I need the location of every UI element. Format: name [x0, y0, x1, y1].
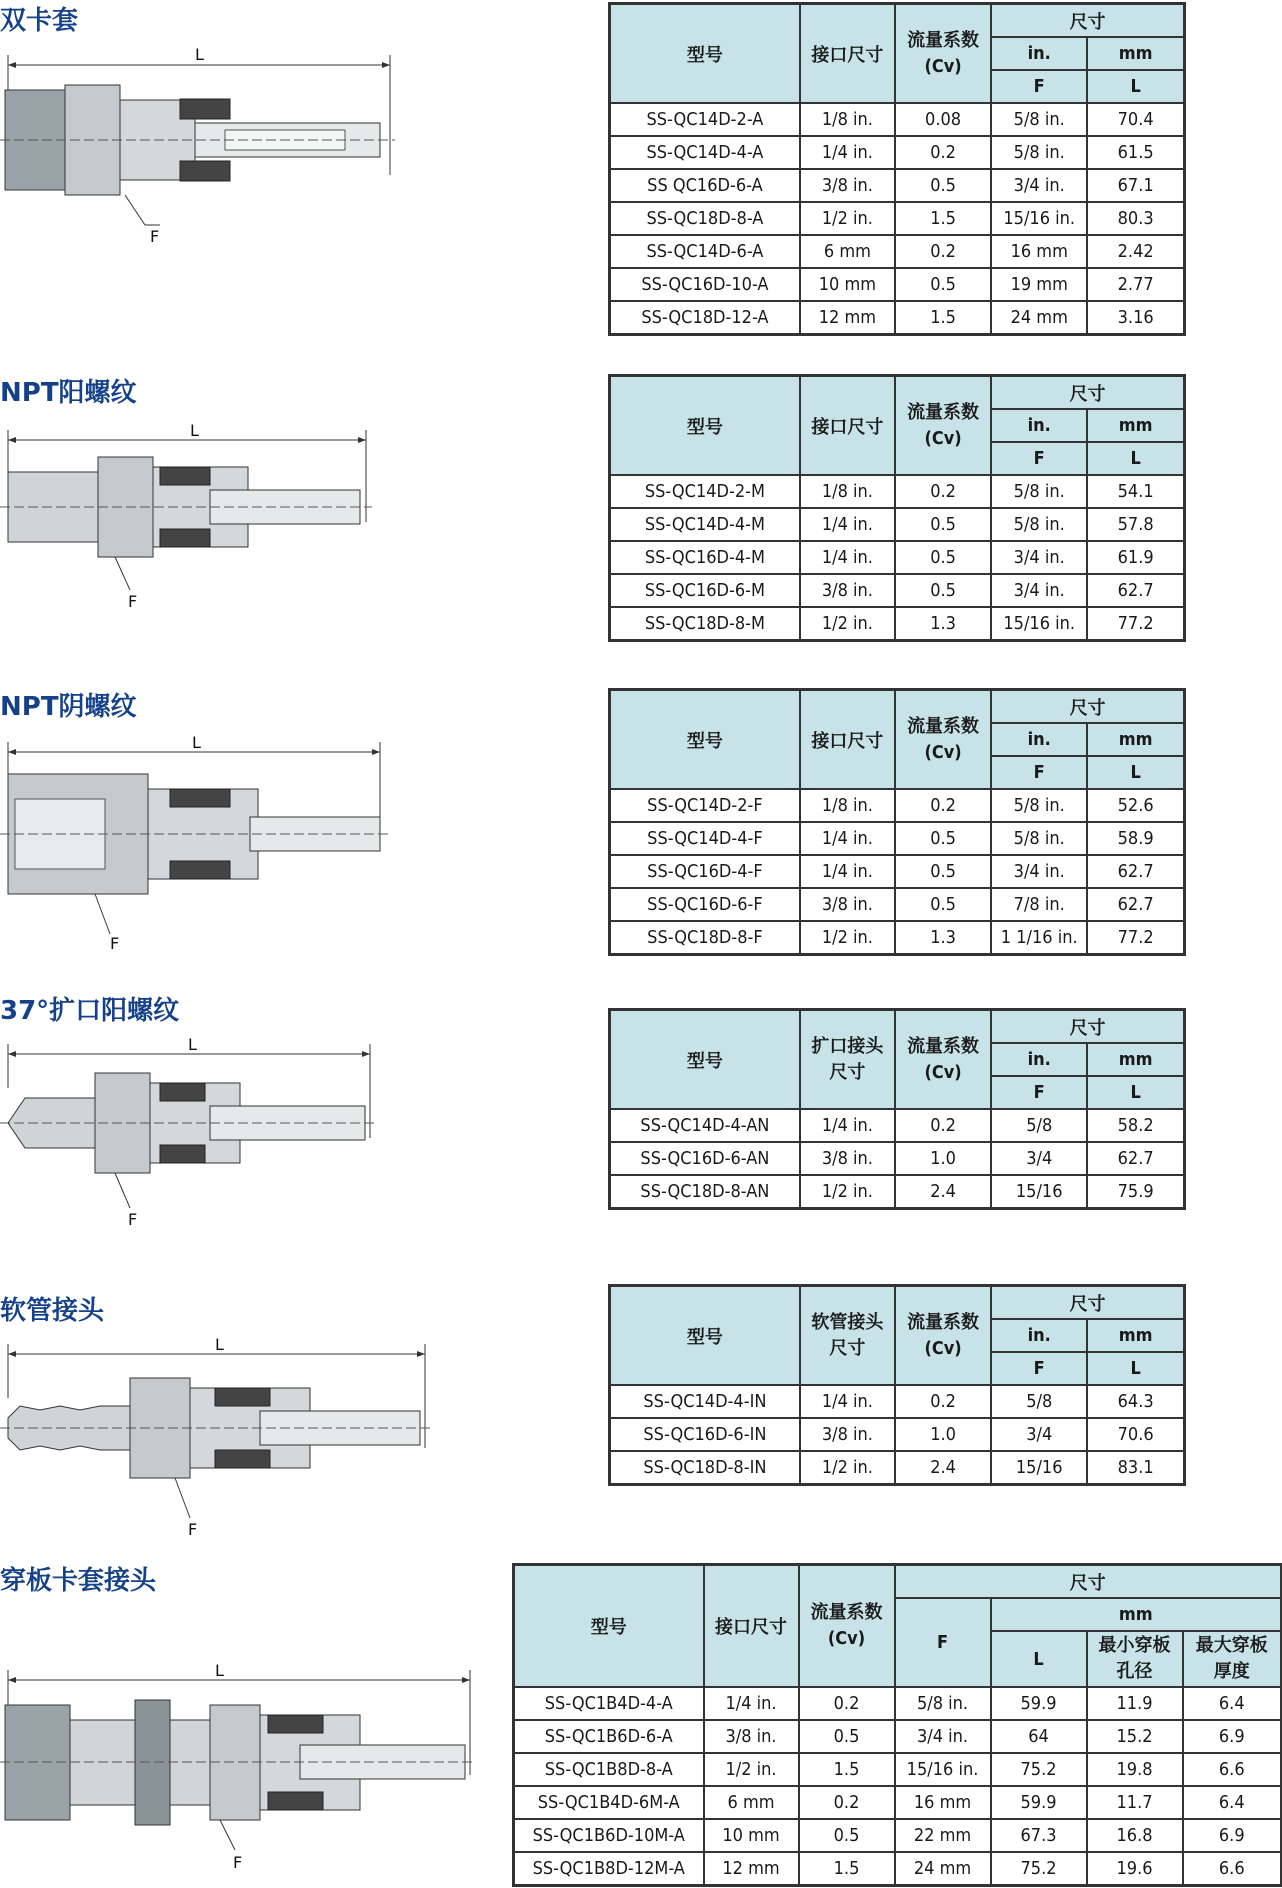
- col-header-mm: mm: [1087, 1319, 1184, 1352]
- table-cell: 5/8: [991, 1109, 1087, 1142]
- table-cell: 0.2: [799, 1687, 895, 1720]
- table-cell: SS-QC14D-2-A: [610, 103, 800, 136]
- max-thickness-line2: 厚度: [1213, 1661, 1250, 1682]
- cv-label: 流量系数: [907, 1311, 980, 1333]
- table-cell: SS-QC14D-6-A: [610, 235, 800, 268]
- col-header-in: in.: [991, 1043, 1087, 1076]
- table-cell: 1/4 in.: [800, 1385, 895, 1418]
- fitting-drawing: [0, 35, 400, 250]
- table-cell: 0.5: [895, 169, 991, 202]
- table-cell: SS-QC14D-4-M: [610, 508, 800, 541]
- table-cell: 64: [991, 1720, 1087, 1753]
- table-cell: 1.5: [799, 1753, 895, 1786]
- table-cell: 64.3: [1087, 1385, 1184, 1418]
- max-thickness-line1: 最大穿板: [1195, 1635, 1268, 1656]
- table-cell: 1/8 in.: [800, 103, 895, 136]
- table-row: [610, 169, 1185, 202]
- table-cell: SS-QC14D-2-M: [610, 475, 800, 508]
- col-header-in: in.: [991, 1319, 1087, 1352]
- table-cell: 59.9: [991, 1786, 1087, 1819]
- dimension-l-label: L: [192, 733, 201, 752]
- table-cell: 5/8 in.: [991, 822, 1087, 855]
- spec-table: [608, 1284, 1186, 1486]
- cv-label: 流量系数: [907, 401, 980, 423]
- table-cell: 3/4 in.: [991, 541, 1087, 574]
- table-cell: 10 mm: [704, 1819, 799, 1852]
- table-row: [514, 1852, 1282, 1886]
- table-cell: SS-QC14D-4-A: [610, 136, 800, 169]
- table-cell: 6.6: [1183, 1753, 1282, 1786]
- table-row: [610, 1385, 1185, 1418]
- section-title: 穿板卡套接头: [0, 1566, 157, 1596]
- table-cell: 3/4 in.: [991, 855, 1087, 888]
- table-row: [514, 1819, 1282, 1852]
- col-header-max-thickness: [1183, 1631, 1282, 1687]
- table-cell: 1/4 in.: [800, 541, 895, 574]
- col-header-dimensions: 尺寸: [991, 376, 1184, 410]
- table-cell: 3/4 in.: [895, 1720, 991, 1753]
- table-cell: 3/8 in.: [800, 888, 895, 921]
- table-cell: 1/4 in.: [800, 855, 895, 888]
- table-cell: 1.5: [895, 301, 991, 335]
- col-header-l: L: [1087, 1076, 1184, 1109]
- spec-table: [608, 1008, 1186, 1210]
- table-cell: 83.1: [1087, 1451, 1184, 1485]
- table-cell: 67.3: [991, 1819, 1087, 1852]
- table-cell: 54.1: [1087, 475, 1184, 508]
- table-cell: 2.42: [1087, 235, 1184, 268]
- cv-unit: (Cv): [924, 1337, 962, 1359]
- col-header-model: 型号: [610, 690, 800, 790]
- fitting-drawing: [0, 412, 400, 622]
- col-header-connection: 接口尺寸: [800, 4, 895, 104]
- table-cell: SS-QC18D-8-M: [610, 607, 800, 641]
- table-cell: 19.6: [1087, 1852, 1183, 1886]
- table-cell: 67.1: [1087, 169, 1184, 202]
- table-cell: 61.9: [1087, 541, 1184, 574]
- table-cell: 0.5: [895, 508, 991, 541]
- table-row: [610, 103, 1185, 136]
- table-cell: SS-QC18D-8-IN: [610, 1451, 800, 1485]
- table-cell: 1/2 in.: [800, 202, 895, 235]
- table-cell: 5/8 in.: [991, 508, 1087, 541]
- table-cell: 0.5: [895, 268, 991, 301]
- col-header-model: 型号: [610, 1010, 800, 1110]
- table-cell: 0.2: [895, 136, 991, 169]
- col-header-connection: 接口尺寸: [704, 1565, 799, 1688]
- table-row: [610, 574, 1185, 607]
- section-npt-male: [0, 372, 1282, 662]
- table-row: [610, 301, 1185, 335]
- col-header-connection: 接口尺寸: [800, 376, 895, 476]
- table-row: [610, 855, 1185, 888]
- table-cell: 0.5: [895, 888, 991, 921]
- table-cell: 77.2: [1087, 607, 1184, 641]
- col-header-model: 型号: [610, 1286, 800, 1386]
- table-cell: SS-QC14D-4-F: [610, 822, 800, 855]
- table-cell: 70.4: [1087, 103, 1184, 136]
- table-cell: 1/8 in.: [800, 475, 895, 508]
- table-cell: SS-QC1B4D-4-A: [514, 1687, 704, 1720]
- table-cell: SS-QC16D-6-F: [610, 888, 800, 921]
- table-cell: 1/4 in.: [800, 822, 895, 855]
- col-header-connection: 接口尺寸: [800, 690, 895, 790]
- cv-label: 流量系数: [907, 29, 980, 51]
- table-cell: 11.9: [1087, 1687, 1183, 1720]
- col-header-cv: [895, 376, 991, 476]
- table-cell: 1/2 in.: [800, 1175, 895, 1209]
- col-header-l: L: [1087, 1352, 1184, 1385]
- dimension-f-label: F: [188, 1520, 198, 1539]
- table-row: [610, 202, 1185, 235]
- table-row: [610, 1142, 1185, 1175]
- col-header-cv: [895, 1010, 991, 1110]
- col-header-dimensions: 尺寸: [991, 690, 1184, 724]
- col-header-connection: [800, 1286, 895, 1386]
- table-row: [610, 1418, 1185, 1451]
- cv-label: 流量系数: [907, 715, 980, 737]
- table-cell: 62.7: [1087, 574, 1184, 607]
- section-37-flare-male: [0, 990, 1282, 1240]
- table-cell: 10 mm: [800, 268, 895, 301]
- table-cell: 62.7: [1087, 855, 1184, 888]
- col-header-f: F: [991, 1352, 1087, 1385]
- table-cell: 1/2 in.: [800, 1451, 895, 1485]
- table-cell: 2.4: [895, 1451, 991, 1485]
- col-header-mm: mm: [1087, 409, 1184, 442]
- table-cell: SS-QC16D-6-M: [610, 574, 800, 607]
- dimension-f-label: F: [150, 227, 160, 246]
- table-cell: 61.5: [1087, 136, 1184, 169]
- cv-label: 流量系数: [810, 1602, 883, 1623]
- table-cell: 0.5: [895, 541, 991, 574]
- col-header-dimensions: 尺寸: [991, 1010, 1184, 1044]
- table-cell: 0.08: [895, 103, 991, 136]
- table-cell: 59.9: [991, 1687, 1087, 1720]
- dimension-f-label: F: [128, 1210, 138, 1229]
- table-cell: 1.3: [895, 607, 991, 641]
- table-cell: SS-QC18D-8-AN: [610, 1175, 800, 1209]
- table-cell: 3/8 in.: [800, 1142, 895, 1175]
- col-header-cv: [895, 4, 991, 104]
- col-header-cv: [895, 690, 991, 790]
- table-cell: 6.9: [1183, 1720, 1282, 1753]
- table-row: [610, 1109, 1185, 1142]
- section-title: 37°扩口阳螺纹: [0, 996, 180, 1026]
- cv-unit: (Cv): [827, 1628, 866, 1649]
- table-row: [514, 1720, 1282, 1753]
- col-header-dimensions: 尺寸: [991, 4, 1184, 38]
- col-header-f: F: [991, 70, 1087, 103]
- conn-label-line1: 软管接头: [811, 1311, 884, 1333]
- table-cell: 3/4 in.: [991, 574, 1087, 607]
- min-hole-line2: 孔径: [1116, 1661, 1153, 1682]
- table-cell: 62.7: [1087, 1142, 1184, 1175]
- col-header-f: F: [991, 756, 1087, 789]
- table-cell: 5/8 in.: [895, 1687, 991, 1720]
- cv-unit: (Cv): [924, 741, 962, 763]
- table-cell: 15/16: [991, 1451, 1087, 1485]
- spec-table: [512, 1563, 1282, 1887]
- table-cell: 0.2: [895, 235, 991, 268]
- section-hose-connector: [0, 1290, 1282, 1540]
- section-double-ferrule: [0, 0, 1282, 350]
- spec-table: [608, 2, 1186, 336]
- table-cell: 5/8 in.: [991, 103, 1087, 136]
- section-bulkhead-ferrule: [0, 1560, 1282, 1888]
- table-cell: 1/4 in.: [800, 136, 895, 169]
- table-cell: 16 mm: [991, 235, 1087, 268]
- section-title: NPT阴螺纹: [0, 692, 137, 722]
- table-cell: 1.5: [895, 202, 991, 235]
- spec-table: [608, 374, 1186, 642]
- table-row: [610, 475, 1185, 508]
- table-cell: 22 mm: [895, 1819, 991, 1852]
- table-cell: 5/8 in.: [991, 136, 1087, 169]
- table-cell: 80.3: [1087, 202, 1184, 235]
- table-cell: 52.6: [1087, 789, 1184, 822]
- table-row: [514, 1753, 1282, 1786]
- col-header-model: 型号: [514, 1565, 704, 1688]
- table-cell: 3/8 in.: [800, 169, 895, 202]
- table-cell: 11.7: [1087, 1786, 1183, 1819]
- dimension-l-label: L: [195, 45, 204, 64]
- table-cell: 57.8: [1087, 508, 1184, 541]
- table-cell: 5/8 in.: [991, 475, 1087, 508]
- col-header-in: in.: [991, 37, 1087, 70]
- table-row: [610, 235, 1185, 268]
- table-row: [610, 789, 1185, 822]
- table-cell: SS-QC1B6D-6-A: [514, 1720, 704, 1753]
- table-cell: 0.5: [895, 822, 991, 855]
- table-cell: 12 mm: [800, 301, 895, 335]
- table-cell: 16 mm: [895, 1786, 991, 1819]
- col-header-l: L: [1087, 756, 1184, 789]
- table-cell: 3/4: [991, 1142, 1087, 1175]
- dimension-l-label: L: [188, 1035, 197, 1054]
- table-cell: 2.77: [1087, 268, 1184, 301]
- table-row: [610, 607, 1185, 641]
- table-cell: 1/4 in.: [704, 1687, 799, 1720]
- table-row: [610, 1175, 1185, 1209]
- table-cell: 3/4 in.: [991, 169, 1087, 202]
- table-cell: 5/8: [991, 1385, 1087, 1418]
- table-cell: 7/8 in.: [991, 888, 1087, 921]
- table-cell: 24 mm: [895, 1852, 991, 1886]
- cv-unit: (Cv): [924, 55, 962, 77]
- table-cell: 0.2: [895, 1109, 991, 1142]
- col-header-l: L: [1087, 70, 1184, 103]
- table-cell: SS-QC16D-4-M: [610, 541, 800, 574]
- conn-label-line2: 尺寸: [829, 1061, 866, 1083]
- table-cell: SS-QC16D-10-A: [610, 268, 800, 301]
- table-cell: 6.6: [1183, 1852, 1282, 1886]
- dimension-l-label: L: [215, 1661, 224, 1680]
- table-cell: 6.9: [1183, 1819, 1282, 1852]
- table-cell: 3/8 in.: [800, 574, 895, 607]
- table-cell: 19 mm: [991, 268, 1087, 301]
- col-header-l: L: [1087, 442, 1184, 475]
- table-cell: SS-QC16D-6-IN: [610, 1418, 800, 1451]
- section-title: 软管接头: [0, 1296, 105, 1326]
- table-row: [610, 508, 1185, 541]
- table-cell: 5/8 in.: [991, 789, 1087, 822]
- table-cell: 16.8: [1087, 1819, 1183, 1852]
- col-header-cv: [895, 1286, 991, 1386]
- col-header-model: 型号: [610, 4, 800, 104]
- fitting-drawing: [0, 1328, 440, 1558]
- table-row: [610, 921, 1185, 955]
- table-row: [610, 541, 1185, 574]
- col-header-mm: mm: [1087, 1043, 1184, 1076]
- fitting-drawing: [0, 1650, 480, 1880]
- table-row: [610, 1451, 1185, 1485]
- table-cell: 58.9: [1087, 822, 1184, 855]
- table-cell: 0.2: [799, 1786, 895, 1819]
- table-cell: 2.4: [895, 1175, 991, 1209]
- conn-label-line2: 尺寸: [829, 1337, 866, 1359]
- table-cell: 15/16 in.: [991, 202, 1087, 235]
- table-cell: 3/8 in.: [800, 1418, 895, 1451]
- table-cell: 3.16: [1087, 301, 1184, 335]
- table-row: [610, 268, 1185, 301]
- table-cell: 0.5: [799, 1720, 895, 1753]
- table-row: [610, 888, 1185, 921]
- table-cell: 62.7: [1087, 888, 1184, 921]
- dimension-f-label: F: [128, 592, 138, 611]
- table-cell: 15/16 in.: [895, 1753, 991, 1786]
- table-cell: 1/2 in.: [800, 607, 895, 641]
- table-cell: 15/16: [991, 1175, 1087, 1209]
- table-row: [610, 822, 1185, 855]
- table-cell: 1.0: [895, 1418, 991, 1451]
- col-header-min-hole: [1087, 1631, 1183, 1687]
- section-title: NPT阳螺纹: [0, 378, 137, 408]
- table-cell: 1/4 in.: [800, 1109, 895, 1142]
- col-header-f: F: [991, 442, 1087, 475]
- dimension-f-label: F: [233, 1853, 243, 1872]
- table-cell: 6 mm: [800, 235, 895, 268]
- col-header-mm: mm: [1087, 723, 1184, 756]
- table-cell: 1/8 in.: [800, 789, 895, 822]
- table-cell: SS-QC16D-4-F: [610, 855, 800, 888]
- table-cell: SS-QC14D-4-IN: [610, 1385, 800, 1418]
- table-cell: 0.5: [895, 855, 991, 888]
- section-npt-female: [0, 686, 1282, 976]
- table-cell: 12 mm: [704, 1852, 799, 1886]
- table-cell: 6.4: [1183, 1786, 1282, 1819]
- table-cell: 0.5: [895, 574, 991, 607]
- table-cell: SS-QC1B8D-8-A: [514, 1753, 704, 1786]
- table-cell: 3/4: [991, 1418, 1087, 1451]
- fitting-drawing: [0, 724, 400, 954]
- col-header-in: in.: [991, 723, 1087, 756]
- table-cell: 75.9: [1087, 1175, 1184, 1209]
- table-cell: 0.5: [799, 1819, 895, 1852]
- col-header-mm: mm: [1087, 37, 1184, 70]
- cv-unit: (Cv): [924, 427, 962, 449]
- col-header-cv: [799, 1565, 895, 1688]
- spec-table: [608, 688, 1186, 956]
- table-cell: 1.5: [799, 1852, 895, 1886]
- table-cell: SS-QC18D-8-A: [610, 202, 800, 235]
- col-header-connection: [800, 1010, 895, 1110]
- table-cell: SS-QC1B6D-10M-A: [514, 1819, 704, 1852]
- cv-label: 流量系数: [907, 1035, 980, 1057]
- min-hole-line1: 最小穿板: [1098, 1635, 1171, 1656]
- table-cell: 70.6: [1087, 1418, 1184, 1451]
- fitting-drawing: [0, 1028, 400, 1238]
- col-header-model: 型号: [610, 376, 800, 476]
- col-header-l: L: [991, 1631, 1087, 1687]
- table-cell: 3/8 in.: [704, 1720, 799, 1753]
- table-cell: 1 1/16 in.: [991, 921, 1087, 955]
- table-cell: 75.2: [991, 1852, 1087, 1886]
- table-cell: 75.2: [991, 1753, 1087, 1786]
- table-cell: SS-QC14D-2-F: [610, 789, 800, 822]
- table-cell: 1.3: [895, 921, 991, 955]
- col-header-in: in.: [991, 409, 1087, 442]
- section-title: 双卡套: [0, 6, 79, 36]
- table-cell: SS-QC14D-4-AN: [610, 1109, 800, 1142]
- col-header-mm: mm: [991, 1598, 1282, 1631]
- col-header-f: F: [895, 1598, 991, 1687]
- table-cell: SS QC16D-6-A: [610, 169, 800, 202]
- table-cell: 0.2: [895, 1385, 991, 1418]
- dimension-l-label: L: [190, 421, 199, 440]
- table-row: [514, 1786, 1282, 1819]
- col-header-f: F: [991, 1076, 1087, 1109]
- table-cell: 58.2: [1087, 1109, 1184, 1142]
- table-cell: 19.8: [1087, 1753, 1183, 1786]
- col-header-dimensions: 尺寸: [895, 1565, 1282, 1599]
- table-cell: 1.0: [895, 1142, 991, 1175]
- cv-unit: (Cv): [924, 1061, 962, 1083]
- table-cell: SS-QC1B8D-12M-A: [514, 1852, 704, 1886]
- table-row: [610, 136, 1185, 169]
- col-header-dimensions: 尺寸: [991, 1286, 1184, 1320]
- conn-label-line1: 扩口接头: [811, 1035, 884, 1057]
- table-cell: SS-QC1B4D-6M-A: [514, 1786, 704, 1819]
- dimension-l-label: L: [215, 1335, 224, 1354]
- table-cell: 6 mm: [704, 1786, 799, 1819]
- table-cell: 1/4 in.: [800, 508, 895, 541]
- table-row: [514, 1687, 1282, 1720]
- table-cell: 6.4: [1183, 1687, 1282, 1720]
- table-cell: SS-QC16D-6-AN: [610, 1142, 800, 1175]
- table-cell: 1/2 in.: [800, 921, 895, 955]
- table-cell: 0.2: [895, 475, 991, 508]
- dimension-f-label: F: [110, 934, 120, 953]
- table-cell: 24 mm: [991, 301, 1087, 335]
- table-cell: SS-QC18D-8-F: [610, 921, 800, 955]
- table-cell: 1/2 in.: [704, 1753, 799, 1786]
- table-cell: 0.2: [895, 789, 991, 822]
- table-cell: 77.2: [1087, 921, 1184, 955]
- table-cell: SS-QC18D-12-A: [610, 301, 800, 335]
- table-cell: 15.2: [1087, 1720, 1183, 1753]
- table-cell: 15/16 in.: [991, 607, 1087, 641]
